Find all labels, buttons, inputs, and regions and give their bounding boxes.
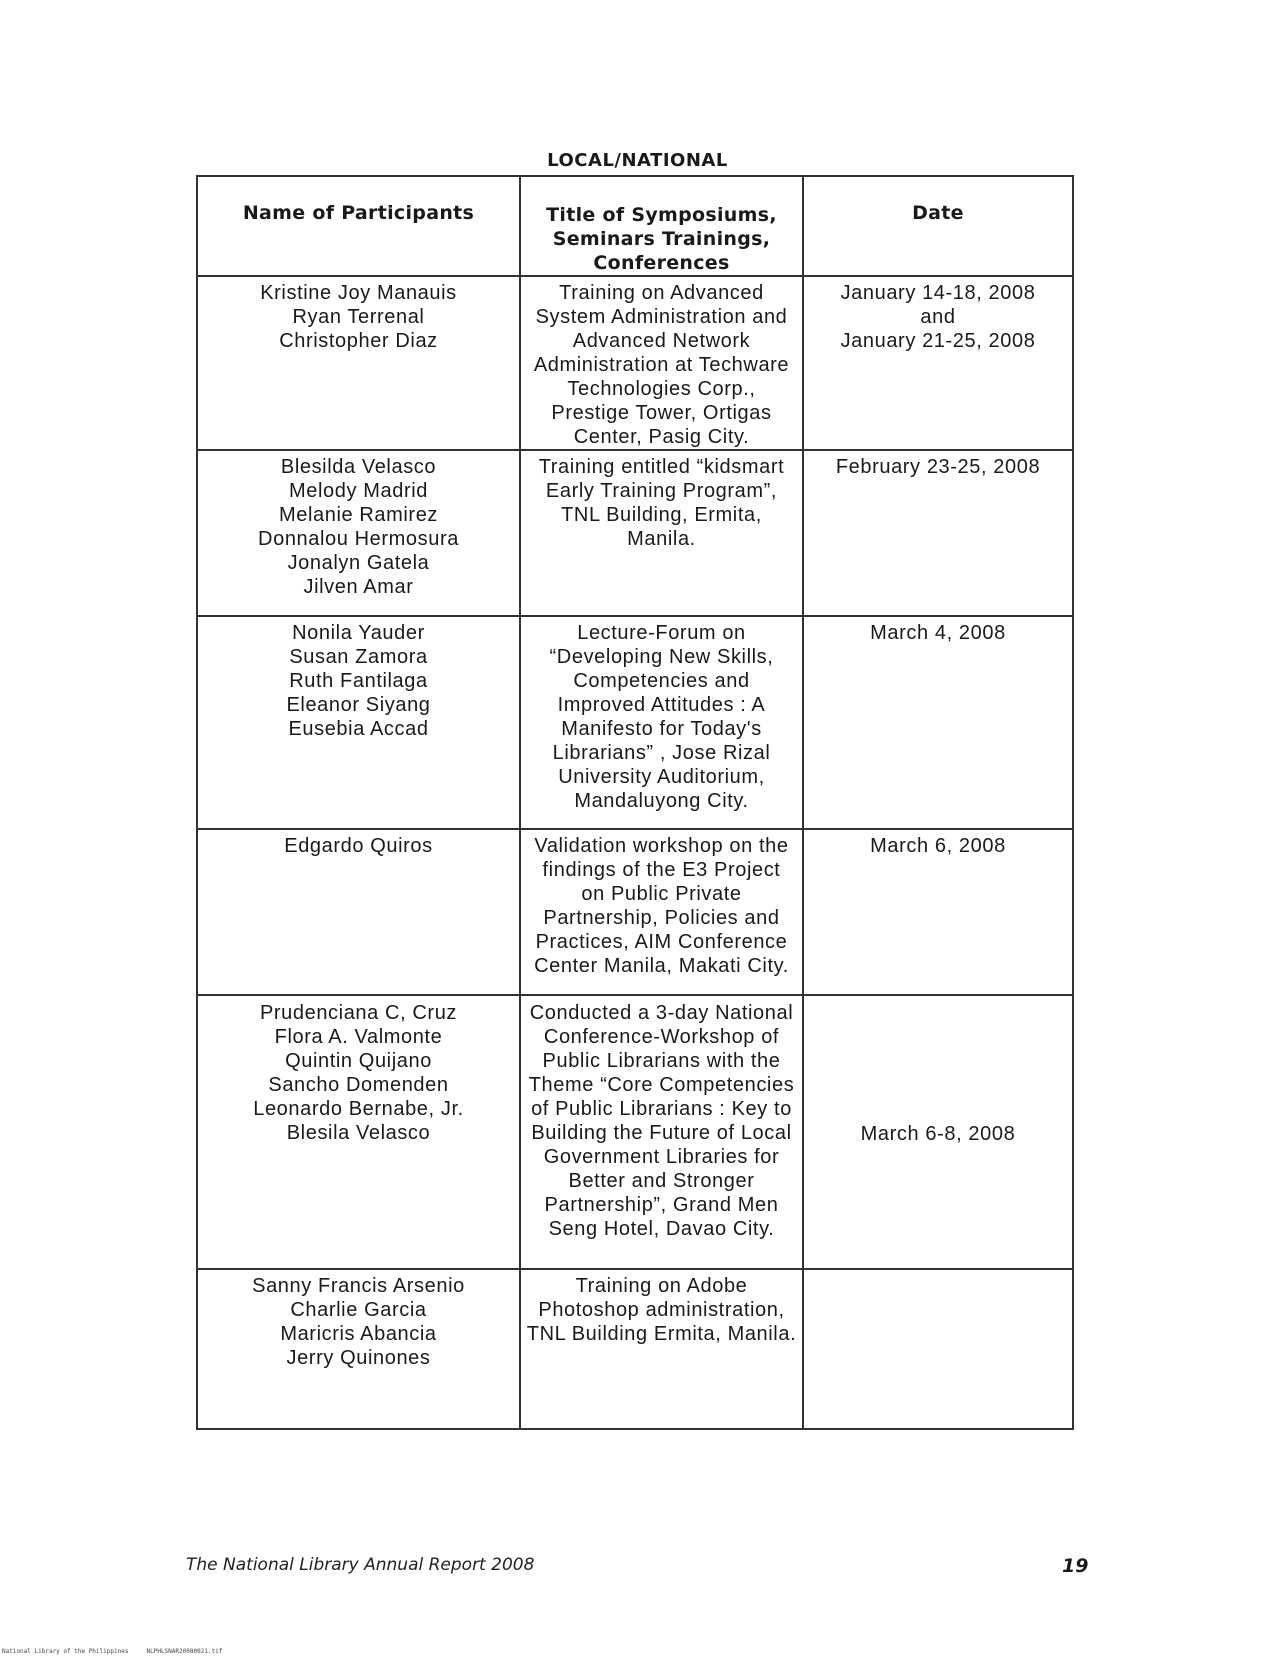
participant-name: Susan Zamora — [289, 646, 428, 668]
participants-cell — [197, 450, 520, 616]
participants-cell — [197, 616, 520, 829]
participant-name: Prudenciana C, Cruz — [259, 1002, 458, 1024]
table-row — [197, 616, 1073, 829]
table-row — [197, 829, 1073, 995]
date-cell: February 23-25, 2008 — [803, 450, 1073, 616]
participants-cell — [197, 1269, 520, 1429]
date-cell: January 14-18, 2008 and January 21-25, 2008 — [803, 276, 1073, 450]
date-cell: March 6, 2008 — [803, 829, 1073, 995]
footer-report-title: The National Library Annual Report 2008 — [186, 1555, 535, 1575]
participant-name: Sanny Francis Arsenio — [252, 1275, 465, 1297]
title-cell: Validation workshop on the findings of the E3 Project on Public Private Partnership, Policies and Practices, AIM Conference Center Manila, Makati City. — [520, 829, 803, 995]
participant-name: Eusebia Accad — [288, 718, 429, 740]
scan-source-note: National Library of the Philippines NLPHLSNAR20080021.tif — [2, 1648, 223, 1655]
title-cell: Training on Advanced System Administration and Advanced Network Administration at Techware Technologies Corp., Prestige Tower, Ortigas Center, Pasig City. — [520, 276, 803, 450]
table-row — [197, 1269, 1073, 1429]
page-number: 19 — [1062, 1555, 1089, 1577]
date-cell — [803, 1269, 1073, 1429]
participants-cell — [197, 995, 520, 1269]
header-date: Date — [803, 176, 1073, 276]
participant-name: Donnalou Hermosura — [258, 528, 459, 550]
header-title: Title of Symposiums, Seminars Trainings, Conferences — [520, 176, 803, 276]
participant-name: Eleanor Siyang — [286, 694, 431, 716]
title-cell: Training entitled “kidsmart Early Training Program”, TNL Building, Ermita, Manila. — [520, 450, 803, 616]
participant-name: Leonardo Bernabe, Jr. — [253, 1098, 464, 1120]
participant-name: Jonalyn Gatela — [287, 552, 430, 574]
title-cell: Lecture-Forum on “Developing New Skills, Competencies and Improved Attitudes : A Manifesto for Today's Librarians” , Jose Rizal University Auditorium, Mandaluyong City. — [520, 616, 803, 829]
date-cell: March 6-8, 2008 — [803, 995, 1073, 1269]
participants-cell — [197, 829, 520, 995]
participant-name: Jilven Amar — [303, 576, 414, 598]
participant-name: Flora A. Valmonte — [274, 1026, 443, 1048]
title-cell: Training on Adobe Photoshop administration, TNL Building Ermita, Manila. — [520, 1269, 803, 1429]
participants-cell — [197, 276, 520, 450]
participant-name: Melanie Ramirez — [278, 504, 439, 526]
participant-name: Ryan Terrenal — [292, 306, 425, 328]
table-header-row — [197, 176, 1073, 276]
participant-name: Sancho Domenden — [268, 1074, 449, 1096]
table-row — [197, 450, 1073, 616]
title-cell: Conducted a 3-day National Conference-Workshop of Public Librarians with the Theme “Core Competencies of Public Librarians : Key to Building the Future of Local Government Libraries for Better and Stronger Partnership”, Grand Men Seng Hotel, Davao City. — [520, 995, 803, 1269]
participant-name: Nonila Yauder — [292, 622, 425, 644]
table-row — [197, 995, 1073, 1269]
participant-name: Charlie Garcia — [290, 1299, 427, 1321]
header-participants: Name of Participants — [197, 176, 520, 276]
participant-name: Jerry Quinones — [286, 1347, 431, 1369]
training-table — [196, 175, 1074, 1430]
participant-name: Ruth Fantilaga — [289, 670, 428, 692]
table-row — [197, 276, 1073, 450]
participant-name: Blesila Velasco — [286, 1122, 431, 1144]
section-title: LOCAL/NATIONAL — [547, 150, 728, 171]
participant-name: Edgardo Quiros — [284, 835, 433, 857]
participant-name: Maricris Abancia — [280, 1323, 437, 1345]
participant-name: Christopher Diaz — [279, 330, 438, 352]
participant-name: Quintin Quijano — [285, 1050, 432, 1072]
participant-name: Blesilda Velasco — [280, 456, 437, 478]
participant-name: Kristine Joy Manauis — [260, 282, 457, 304]
date-cell: March 4, 2008 — [803, 616, 1073, 829]
participant-name: Melody Madrid — [289, 480, 428, 502]
